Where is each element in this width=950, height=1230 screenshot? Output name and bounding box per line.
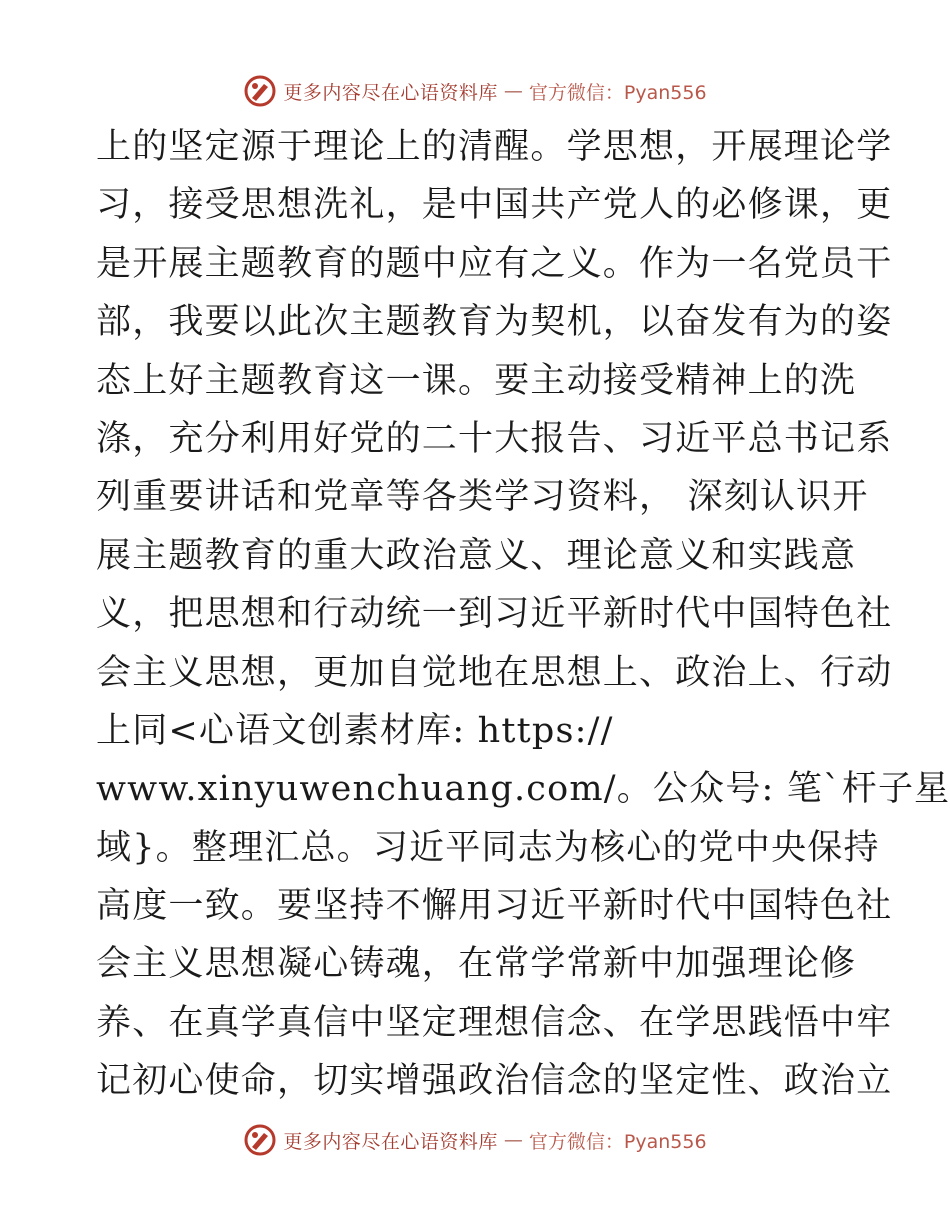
header-slogan: 更多内容尽在心语资料库: [283, 81, 498, 104]
text-line: 习，接受思想洗礼，是中国共产党人的必修课，更: [96, 185, 893, 226]
text-line: www.xinyuwenchuang.com/。公众号: 笔`杆子星: [96, 769, 950, 810]
header-contact: 官方微信：Pyan556: [528, 81, 707, 104]
document-body: [96, 118, 950, 1111]
text-line: 会主义思想，更加自觉地在思想上、政治上、行动: [96, 652, 893, 693]
text-line: 列重要讲话和党章等各类学习资料， 深刻认识开: [96, 477, 869, 518]
text-line: 义，把思想和行动统一到习近平新时代中国特色社: [96, 594, 893, 635]
header-separator: —: [503, 80, 523, 102]
header-banner: [0, 71, 950, 111]
footer-separator: —: [503, 1129, 523, 1151]
text-line: 展主题教育的重大政治意义、理论意义和实践意: [96, 535, 857, 576]
text-line: 态上好主题教育这一课。要主动接受精神上的洗: [96, 360, 857, 401]
text-line: 域}。整理汇总。习近平同志为核心的党中央保持: [96, 827, 880, 868]
logo-icon: [243, 74, 277, 108]
text-line: 记初心使命，切实增强政治信念的坚定性、政治立: [96, 1061, 893, 1102]
text-line: 涤，充分利用好党的二十大报告、习近平总书记系: [96, 418, 893, 459]
text-line: 上的坚定源于理论上的清醒。学思想，开展理论学: [96, 127, 893, 167]
footer-contact: 官方微信：Pyan556: [528, 1130, 707, 1153]
text-line: 是开展主题教育的题中应有之义。作为一名党员干: [96, 243, 893, 284]
text-line: 养、在真学真信中坚定理想信念、在学思践悟中牢: [96, 1002, 893, 1043]
text-line: 上同<心语文创素材库: https://: [96, 710, 614, 751]
text-line: 高度一致。要坚持不懈用习近平新时代中国特色社: [96, 886, 893, 927]
logo-icon: [243, 1123, 277, 1157]
footer-slogan: 更多内容尽在心语资料库: [283, 1130, 498, 1153]
text-line: 会主义思想凝心铸魂，在常学常新中加强理论修: [96, 944, 857, 985]
footer-banner: [0, 1120, 950, 1160]
text-line: 部，我要以此次主题教育为契机，以奋发有为的姿: [96, 302, 893, 343]
